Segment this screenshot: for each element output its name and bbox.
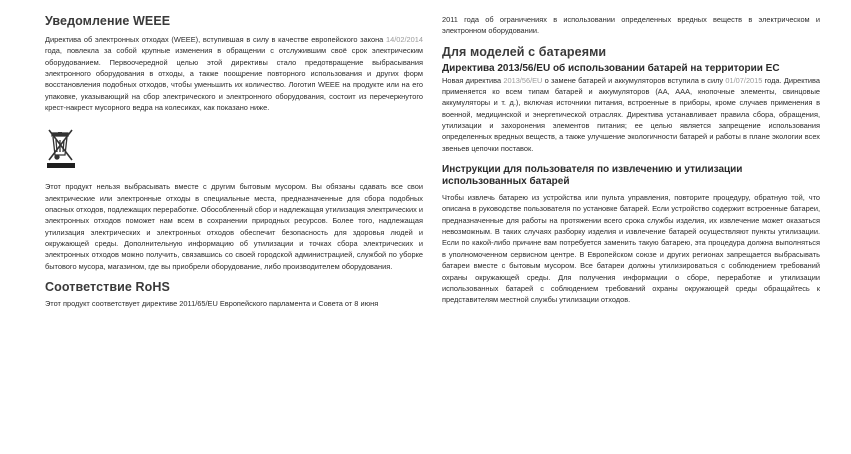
directive-code: 2013/56/EU	[503, 75, 543, 85]
crossed-bin-svg	[47, 127, 75, 169]
instructions-paragraph: Чтобы извлечь батарею из устройства или пульта управления, повторите процедуру, обратную той, что описана в руководстве пользователя по установке батарей. Если устройство содержит встроенные батареи, предназначенные для работы на протяжении всего срока службы изделия, их извлечение может оказаться невозможным. В таких случаях разборку изделия и извлечение батарей осуществляют пункты утилизации. Если по какой-либо причине вам потребуется заменить такую батарею, эта процедура должна выполняться в уполномоченном сервисном центре. В Европейском союзе и других регионах запрещается выбрасывать батареи вместе с бытовым мусором. Все батареи должны утилизироваться с соблюдением требований охраны окружающей среды. Для получения информации о сборе, переработке и утилизации использованных батарей с соблюдением требований охраны окружающей среды обращайтесь к представителям местной службы утилизации отходов.	[442, 193, 820, 305]
rohs-heading: Соответствие RoHS	[45, 280, 170, 295]
weee-paragraph-1: Директива об электронных отходах (WEEE), вступившая в силу в качестве европейского закона 14/02/2014 года, повлекла за собой крупные изменения в обращении с отслужившим своё срок электрическим оборудованием. Первоочередной целью этой директивы стало предотвращение выбрасывания электронного оборудования в отходы, а также поощрение повторного использования и других форм восстановления подобных отходов, чтобы уменьшить их количество. Логотип WEEE на продукте или на его упаковке, указывающий на сбор электрического и электронного оборудования, состоит из перечеркнутого крест-накрест мусорного ведра на колесиках, как показано ниже.	[45, 35, 423, 113]
directive-paragraph: Новая директива 2013/56/EU о замене батарей и аккумуляторов вступила в силу 01/07/2015 года. Директива применяется ко всем типам батарей и аккумуляторов (AA, AAA, кнопочные элементы, свинцовые аккумуляторы и т. д.), включая источники питания, встроенные в приборы, кроме случаев применения в военной, медицинской и энергетической отраслях. Директива устанавливает правила сбора, обращения, утилизации и захоронения элементов питания; ее целью является запрещение использования определенных вредных веществ, а также улучшение экологичности батарей и работы в плане экологии всех звеньев цепочки поставок.	[442, 75, 820, 153]
directive-date: 01/07/2015	[725, 75, 763, 85]
crossed-bin-icon	[47, 127, 75, 169]
weee-date: 14/02/2014	[385, 35, 423, 44]
directive-heading: Директива 2013/56/EU об использовании батарей на территории ЕС	[442, 62, 780, 74]
weee-paragraph-2: Этот продукт нельзя выбрасывать вместе с другим бытовым мусором. Вы обязаны сдавать все свои электрические или электронные отходы в специальные места, предназначенные для сбора подобных опасных отходов, подлежащих переработке. Обособленный сбор и надлежащая утилизация электрических и электронных отходов поможет нам всем в сохранении природных ресурсов. Более того, надлежащая утилизация электрических и электронных отходов обеспечит безопасность для здоровья людей и окружающей среды. Дополнительную информацию об утилизации и точках сбора электрических и электронных отходов можно получить, связавшись со своей городской администрацией, службой по уборке бытового мусора, магазином, где вы приобрели оборудование, либо производителем оборудования.	[45, 182, 423, 271]
battery-heading: Для моделей с батареями	[442, 44, 607, 59]
weee-heading: Уведомление WEEE	[45, 14, 171, 28]
instructions-heading: Инструкции для пользователя по извлечению и утилизации использованных батарей	[442, 164, 743, 188]
rohs-paragraph-continued: 2011 года об ограничениях в использовании определенных вредных веществ в электрическом и электронном оборудовании.	[442, 15, 820, 36]
right-column	[442, 14, 820, 306]
rohs-paragraph: Этот продукт соответствует директиве 2011/65/EU Европейского парламента и Совета от 8 июня	[45, 299, 379, 309]
left-column	[45, 14, 423, 310]
